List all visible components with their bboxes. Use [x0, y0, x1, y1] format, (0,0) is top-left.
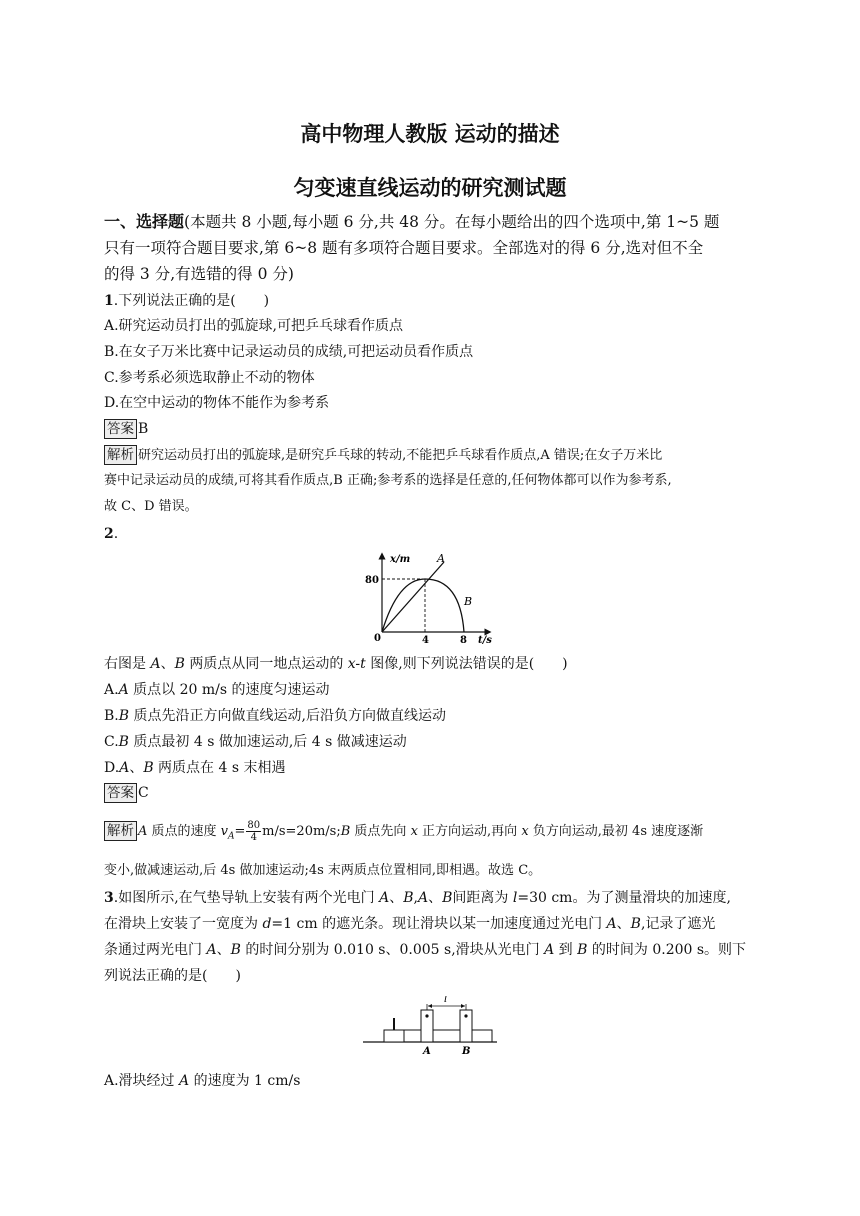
analysis-label: 解析	[104, 445, 137, 465]
q2-number: 2.	[104, 526, 119, 542]
photogate-A-dot	[425, 1014, 428, 1017]
q3-stem-line-1: 3.如图所示,在气垫导轨上安装有两个光电门 A、B,A、B间距离为 l=30 cm。为了测量滑块的加速度,	[104, 890, 731, 906]
document-subtitle: 匀变速直线运动的研究测试题	[293, 176, 567, 200]
answer-label: 答案	[104, 783, 137, 803]
label-l: l	[444, 996, 448, 1005]
y-axis-label: x/m	[390, 554, 411, 565]
q3-stem-line-2: 在滑块上安装了一宽度为 d=1 cm 的遮光条。现让滑块以某一加速度通过光电门 A、B,记录了遮光	[104, 916, 716, 932]
x-axis-label: t/s	[478, 635, 492, 644]
q3-air-track-figure	[360, 996, 500, 1058]
tick-4: 4	[422, 635, 429, 644]
q2-analysis-line-2: 变小,做减速运动,后 4s 做加速运动;4s 末两质点位置相同,即相遇。故选 C。	[104, 863, 542, 878]
q2-answer: 答案 C	[104, 783, 149, 803]
analysis-label: 解析	[104, 821, 137, 841]
q2-xt-graph	[360, 548, 500, 644]
q1-option-d: D.在空中运动的物体不能作为参考系	[104, 395, 330, 411]
q3-stem-line-4: 列说法正确的是( )	[104, 968, 241, 984]
label-gate-B: B	[462, 1046, 471, 1057]
q2-analysis-line-1: 解析 A 质点的速度 $v_A=$ $\frac{80}{4}$ m/s=20m/s;B 质点先向 x 正方向运动,再向 x 负方向运动,最初 4s 速度逐渐	[104, 818, 703, 851]
q1-stem: 1.下列说法正确的是( )	[104, 293, 270, 309]
slider-block	[384, 1030, 404, 1042]
q3-option-a: A.滑块经过 A 的速度为 1 cm/s	[104, 1073, 301, 1089]
origin-label: 0	[374, 633, 381, 644]
q1-option-b: B.在女子万米比赛中记录运动员的成绩,可把运动员看作质点	[104, 344, 474, 360]
q2-option-a: A.A 质点以 20 m/s 的速度匀速运动	[104, 682, 330, 698]
photogate-B-dot	[464, 1014, 467, 1017]
curve-B	[382, 579, 464, 632]
q2-option-c: C.B 质点最初 4 s 做加速运动,后 4 s 做减速运动	[104, 734, 407, 750]
q2-option-b: B.B 质点先沿正方向做直线运动,后沿负方向做直线运动	[104, 708, 446, 724]
q1-analysis-line-2: 赛中记录运动员的成绩,可将其看作质点,B 正确;参考系的选择是任意的,任何物体都可以作为参考系,	[104, 473, 672, 488]
answer-label: 答案	[104, 419, 137, 439]
label-A: A	[437, 552, 445, 565]
section-note-line-3: 的得 3 分,有选错的得 0 分)	[104, 265, 294, 283]
q1-analysis-line-1: 解析 研究运动员打出的弧旋球,是研究乒乓球的转动,不能把乒乓球看作质点,A 错误;在女子万米比	[104, 445, 662, 466]
q3-stem-line-3: 条通过两光电门 A、B 的时间分别为 0.010 s、0.005 s,滑块从光电门 A 到 B 的时间为 0.200 s。则下	[104, 942, 747, 958]
fraction-80-over-4: $\frac{80}{4}$	[247, 820, 261, 843]
q1-option-a: A.研究运动员打出的弧旋球,可把乒乓球看作质点	[104, 318, 404, 334]
section-note-line-2: 只有一项符合题目要求,第 6~8 题有多项符合题目要求。全部选对的得 6 分,选对但不全	[104, 239, 704, 257]
q2-option-d: D.A、B 两质点在 4 s 末相遇	[104, 760, 286, 776]
line-A	[382, 562, 444, 632]
q1-analysis-line-3: 故 C、D 错误。	[104, 499, 198, 514]
label-gate-A: A	[423, 1046, 431, 1057]
q1-option-c: C.参考系必须选取静止不动的物体	[104, 370, 315, 386]
section-heading: 一、选择题	[104, 212, 185, 231]
q1-answer: 答案 B	[104, 419, 148, 439]
tick-8: 8	[460, 635, 467, 644]
tick-80: 80	[365, 575, 379, 586]
label-B: B	[464, 595, 473, 608]
q2-stem: 右图是 A、B 两质点从同一地点运动的 x-t 图像,则下列说法错误的是( )	[104, 656, 568, 672]
document-title: 高中物理人教版 运动的描述	[300, 122, 560, 146]
section-heading-line-1: 一、选择题(本题共 8 小题,每小题 6 分,共 48 分。在每小题给出的四个选项中,第 1~5 题	[104, 212, 720, 231]
